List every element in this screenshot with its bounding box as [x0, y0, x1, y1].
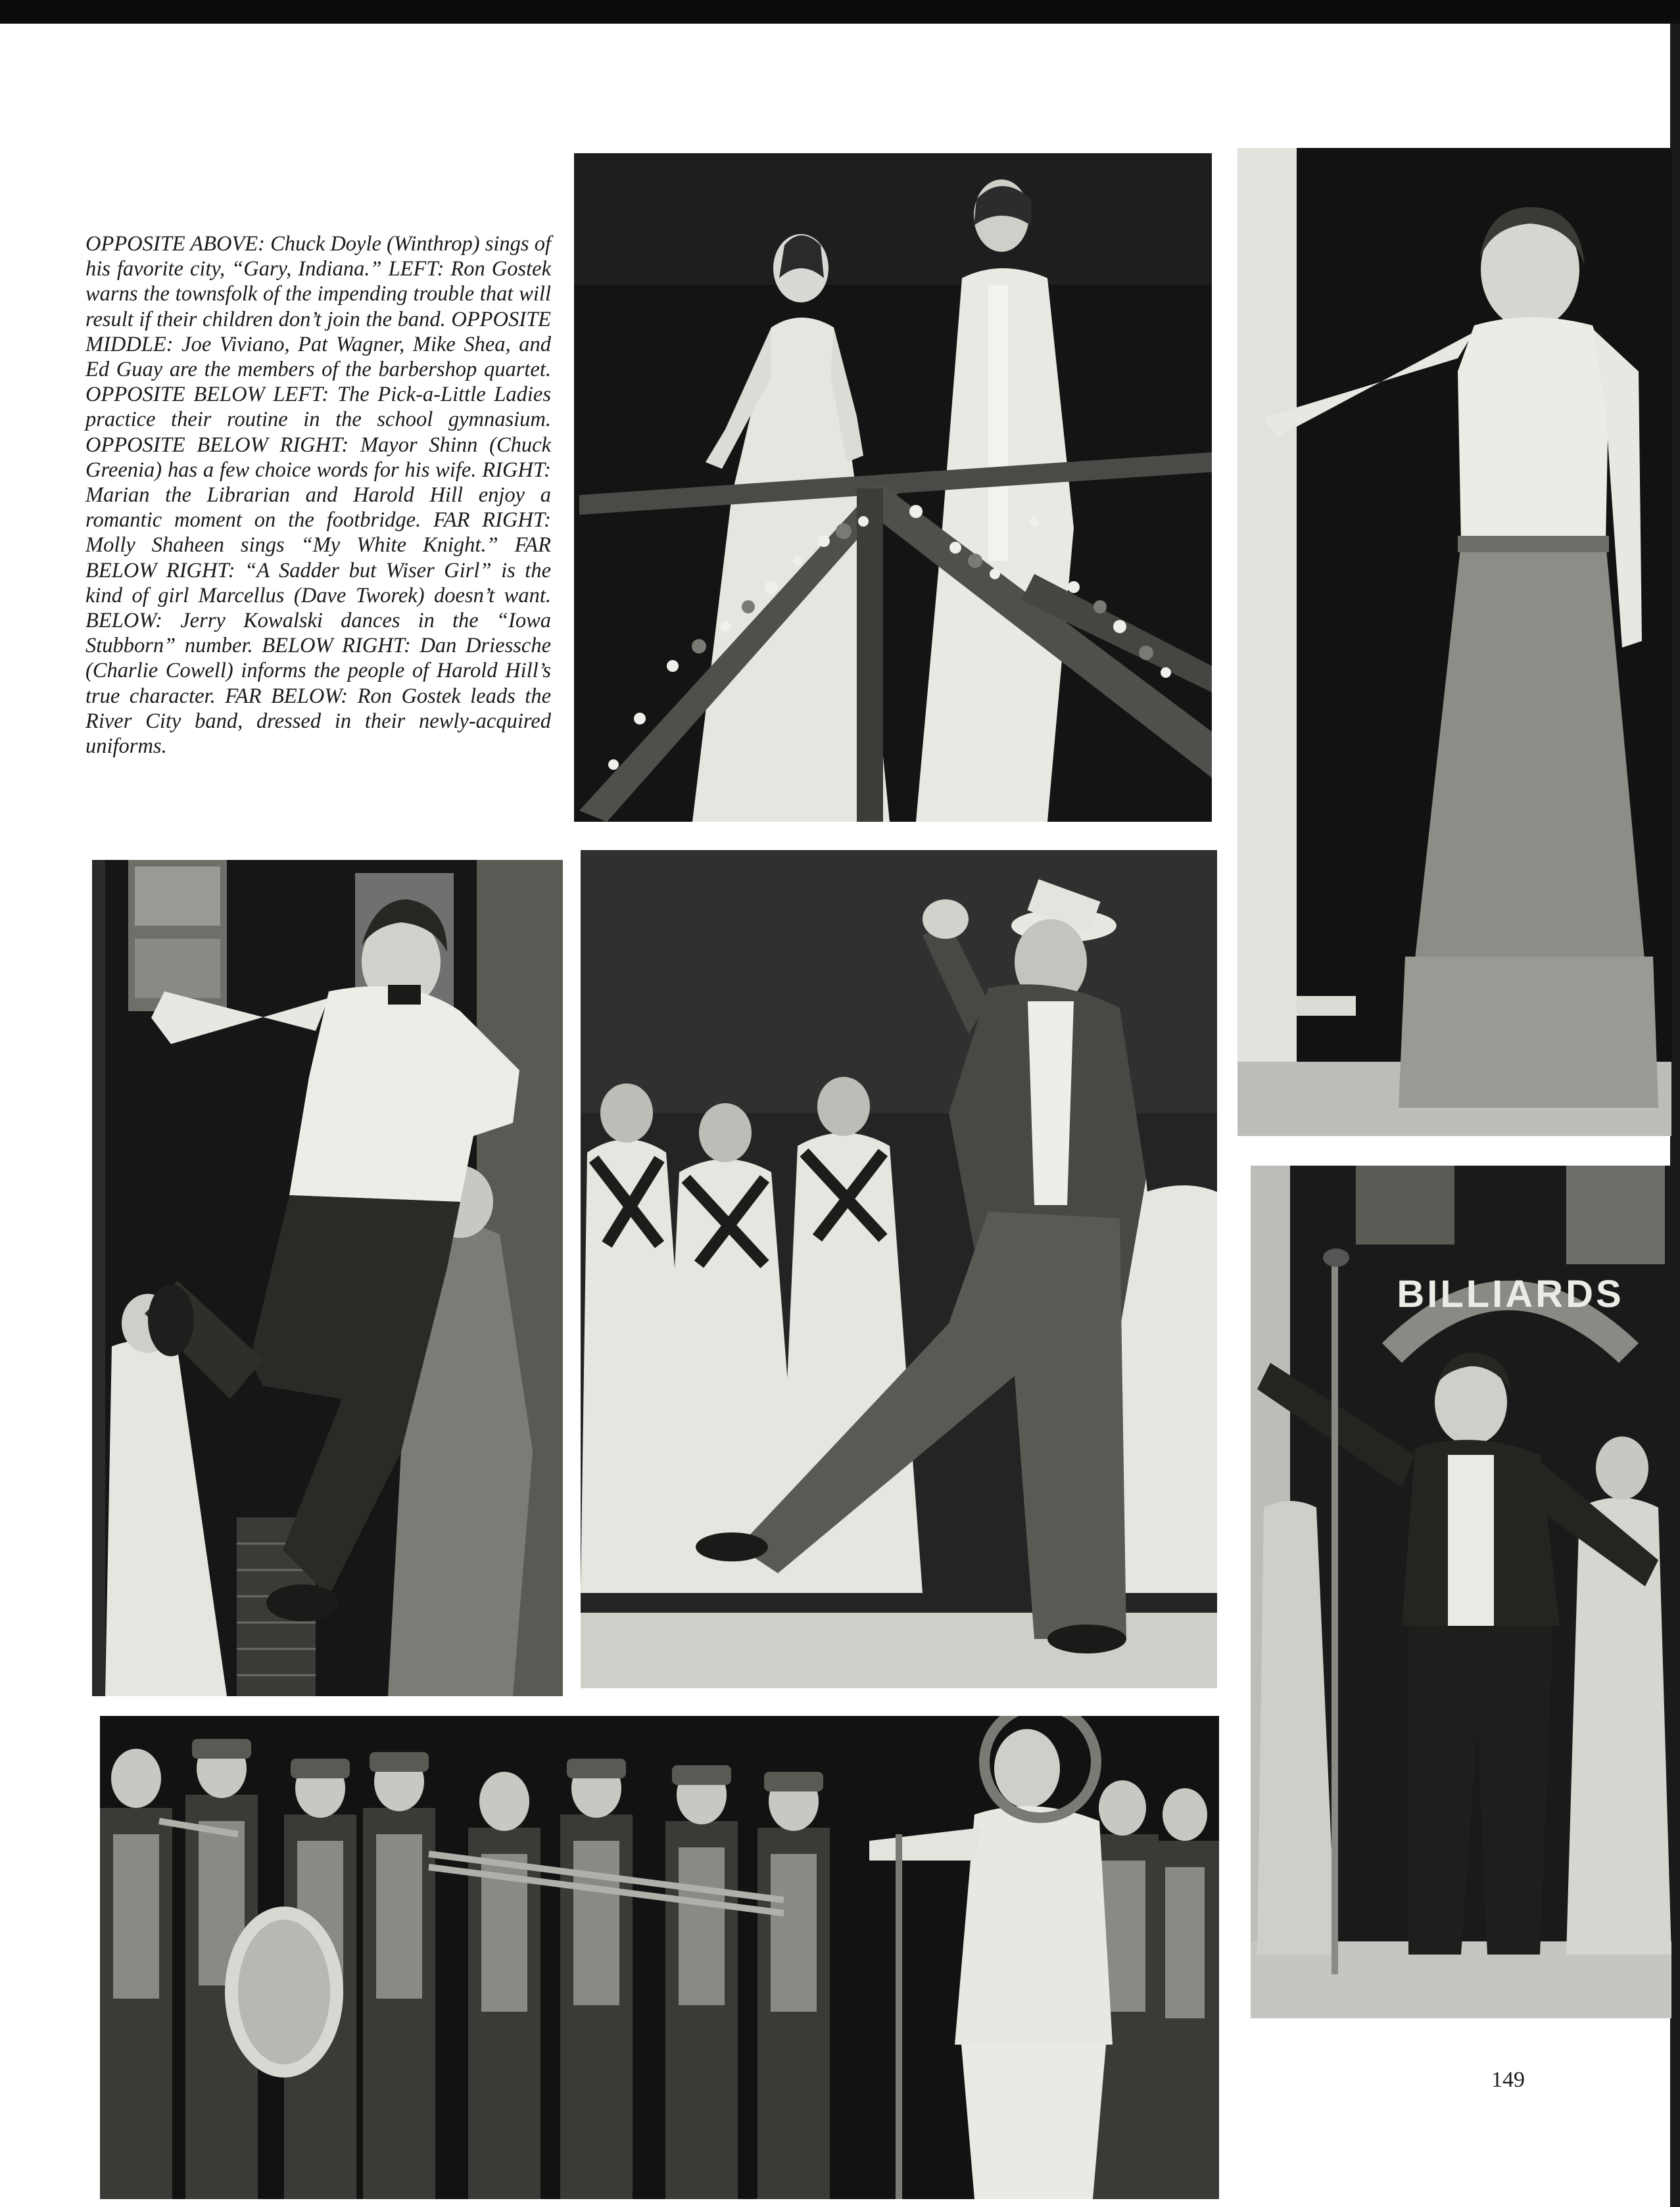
photo-band — [100, 1716, 1219, 2199]
page-right-edge — [1670, 24, 1680, 2207]
page-number: 149 — [1491, 2068, 1525, 2092]
billiards-sign: BILLIARDS — [1397, 1273, 1624, 1316]
photo-iowa-stubborn — [92, 860, 563, 1696]
photo-informs-people — [581, 850, 1217, 1688]
photo-caption: OPPOSITE ABOVE: Chuck Doyle (Winthrop) sings of his favorite city, “Gary, Indiana.” LEFT: Ron Gostek warns the townsfolk of the impending trouble that will result if their children don’t join the band. OPPOSITE MIDDLE: Joe Viviano, Pat Wagner, Mike Shea, and Ed Guay are the members of the barbershop quartet. OPPOSITE BELOW LEFT: The Pick-a-Little Ladies practice their routine in the school gymnasium. OPPOSITE BELOW RIGHT: Mayor Shinn (Chuck Greenia) has a few choice words for his wife. RIGHT: Marian the Librarian and Harold Hill enjoy a romantic moment on the footbridge. FAR RIGHT: Molly Shaheen sings “My White Knight.” FAR BELOW RIGHT: “A Sadder but Wiser Girl” is the kind of girl Marcellus (Dave Tworek) doesn’t want. BELOW: Jerry Kowalski dances in the “Iowa Stubborn” number. BELOW RIGHT: Dan Driessche (Charlie Cowell) informs the people of Harold Hill’s true character. FAR BELOW: Ron Gostek leads the River City band, dressed in their newly-acquired uniforms. — [85, 232, 551, 759]
photo-billiards — [1251, 1166, 1671, 2018]
page-top-border — [0, 0, 1680, 24]
photo-white-knight — [1237, 148, 1671, 1136]
photo-footbridge — [574, 153, 1212, 822]
